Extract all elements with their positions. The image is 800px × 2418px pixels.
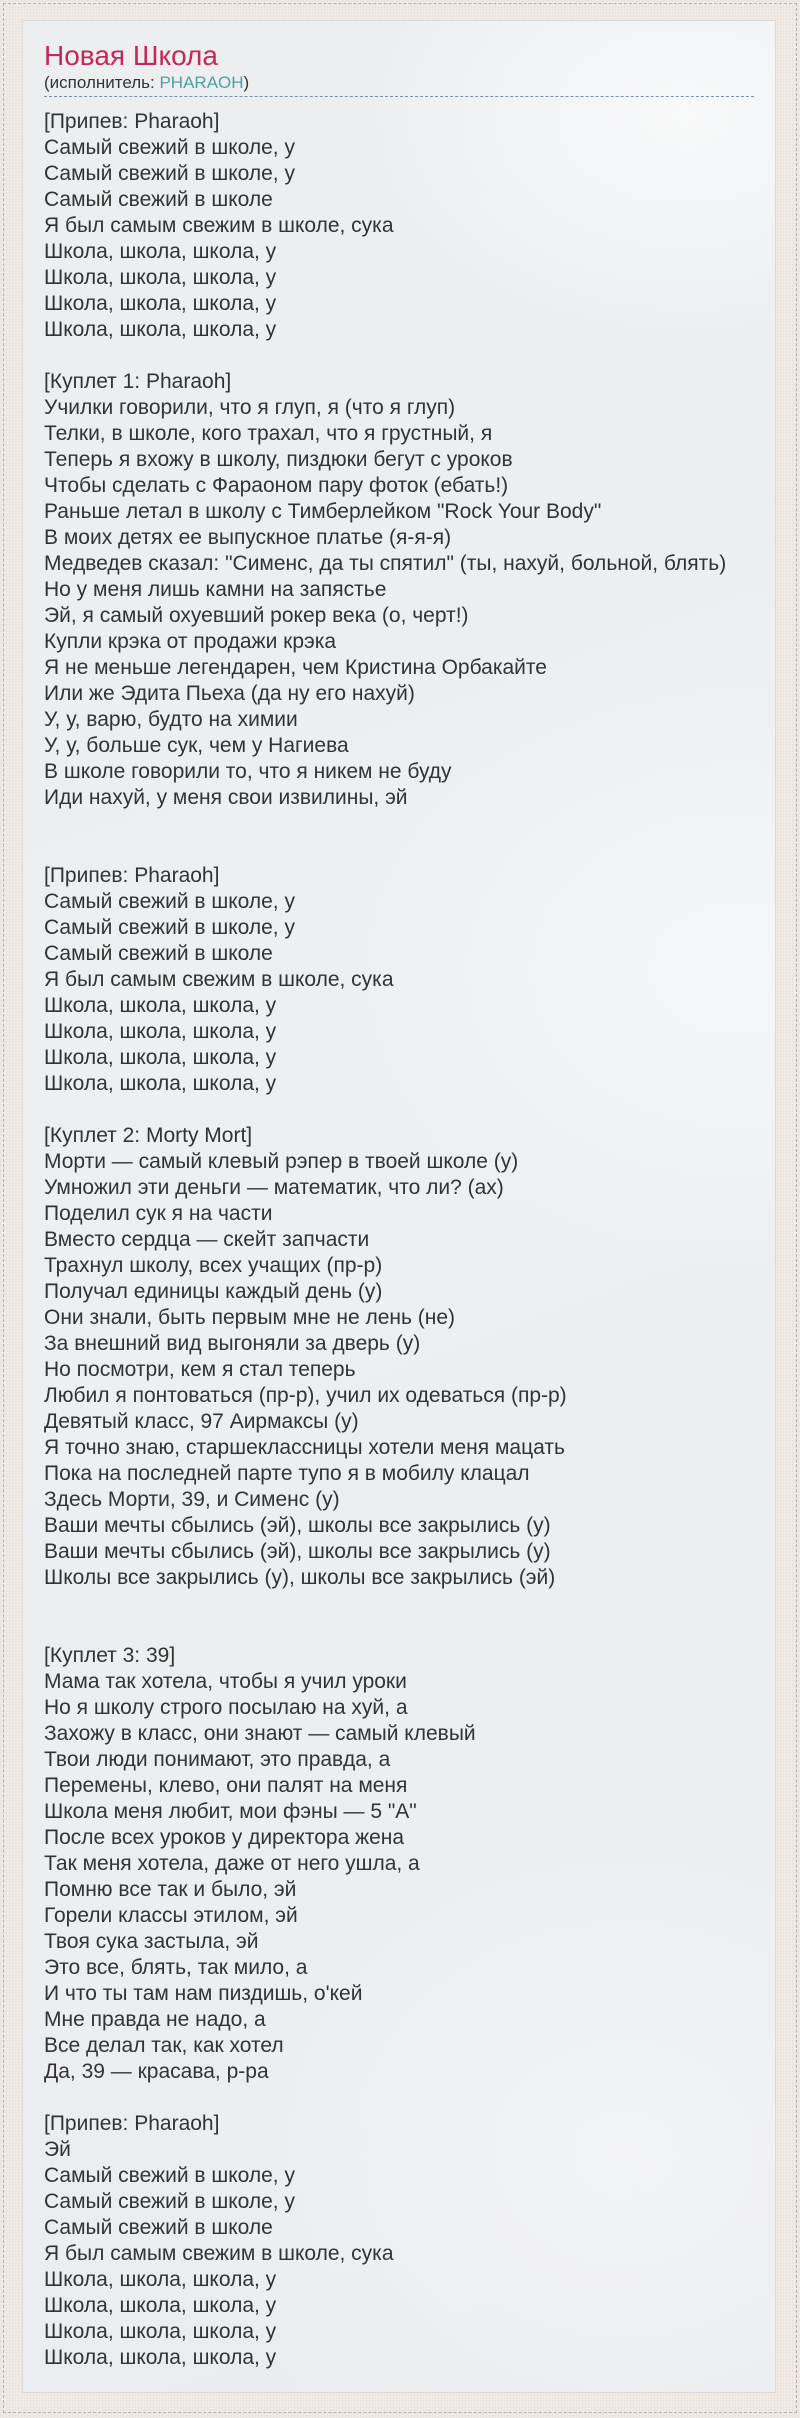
lyric-line: Я точно знаю, старшеклассницы хотели меня мацать [44,1436,565,1459]
lyric-line: Но я школу строго посылаю на хуй, а [44,1696,408,1719]
lyric-line: Морти — самый клевый рэпер в твоей школе (у) [44,1150,519,1173]
lyric-line: Школа, школа, школа, у [44,1072,277,1095]
lyric-line: Школа, школа, школа, у [44,2346,277,2369]
lyric-line: Самый свежий в школе [44,2216,273,2239]
lyric-line [44,1591,754,1617]
lyric-line [44,1097,754,1123]
lyric-line: За внешний вид выгоняли за дверь (у) [44,1332,421,1355]
lyric-line: Самый свежий в школе, у [44,2190,295,2213]
lyric-line: Здесь Морти, 39, и Сименс (у) [44,1488,340,1511]
artist-suffix: ) [243,73,250,92]
lyric-line: Чтобы сделать с Фараоном пару фоток (ебать!) [44,474,509,497]
artist-line [44,73,754,97]
lyric-line: Девятый класс, 97 Аирмаксы (у) [44,1410,359,1433]
lyric-line: Телки, в школе, кого трахал, что я грустный, я [44,422,493,445]
lyric-line: Так меня хотела, даже от него ушла, а [44,1852,420,1875]
lyric-line: Школа, школа, школа, у [44,318,277,341]
lyric-line: Училки говорили, что я глуп, я (что я глуп) [44,396,456,419]
lyric-line [44,1617,754,1643]
lyric-line: Горели классы этилом, эй [44,1904,298,1927]
lyric-line: Они знали, быть первым мне не лень (не) [44,1306,456,1329]
lyric-line: Школа, школа, школа, у [44,266,277,289]
lyric-line: Но у меня лишь камни на запястье [44,578,387,601]
lyric-line: Или же Эдита Пьеха (да ну его нахуй) [44,682,415,705]
lyric-line: После всех уроков у директора жена [44,1826,405,1849]
lyric-line: Эй [44,2138,71,2161]
lyric-line: Но посмотри, кем я стал теперь [44,1358,356,1381]
lyric-line: Я был самым свежим в школе, сука [44,968,394,991]
lyric-line: Эй, я самый охуевший рокер века (о, черт!) [44,604,469,627]
lyric-line: Все делал так, как хотел [44,2034,284,2057]
lyric-line: Школа меня любит, мои фэны — 5 "А" [44,1800,417,1823]
lyric-line: У, у, больше сук, чем у Нагиева [44,734,349,757]
lyric-line: Иди нахуй, у меня свои извилины, эй [44,786,408,809]
lyric-line: Школа, школа, школа, у [44,2268,277,2291]
lyric-line: Школа, школа, школа, у [44,240,277,263]
lyric-line: Твои люди понимают, это правда, а [44,1748,391,1771]
lyric-line: [Припев: Pharaoh] [44,864,220,887]
lyric-line: Купли крэка от продажи крэка [44,630,337,653]
lyric-line: Поделил сук я на части [44,1202,273,1225]
lyric-line: [Куплет 2: Morty Mort] [44,1124,253,1147]
lyric-line [44,2085,754,2111]
lyric-line: Школа, школа, школа, у [44,1046,277,1069]
lyric-line: Самый свежий в школе, у [44,916,295,939]
lyrics-text [44,109,754,2371]
lyric-line: В школе говорили то, что я никем не буду [44,760,452,783]
lyric-line: [Куплет 3: 39] [44,1644,176,1667]
lyric-line: Да, 39 — красава, р-ра [44,2060,269,2083]
lyric-line: Твоя сука застыла, эй [44,1930,259,1953]
artist-label: (исполнитель: [44,73,160,92]
lyric-line: Самый свежий в школе [44,188,273,211]
lyric-line: Школа, школа, школа, у [44,2320,277,2343]
lyric-line: Это все, блять, так мило, а [44,1956,308,1979]
lyric-line [44,343,754,369]
lyric-line: Самый свежий в школе, у [44,890,295,913]
lyric-line: Раньше летал в школу с Тимберлейком "Rock Your Body" [44,500,602,523]
lyric-line: Школа, школа, школа, у [44,1020,277,1043]
lyric-line: Школа, школа, школа, у [44,994,277,1017]
lyric-line: [Припев: Pharaoh] [44,110,220,133]
lyric-line [44,837,754,863]
lyric-line: Самый свежий в школе, у [44,2164,295,2187]
lyric-line: У, у, варю, будто на химии [44,708,298,731]
page-title: Новая Школа [44,40,218,71]
lyric-line: Вместо сердца — скейт запчасти [44,1228,370,1251]
lyric-line: Самый свежий в школе, у [44,136,295,159]
lyric-line: Мне правда не надо, а [44,2008,266,2031]
lyric-line: Ваши мечты сбылись (эй), школы все закрылись (у) [44,1514,551,1537]
lyric-line: Перемены, клево, они палят на меня [44,1774,408,1797]
artist-link[interactable]: PHARAOH [159,73,244,92]
lyric-line [44,811,754,837]
lyric-line: Трахнул школу, всех учащих (пр-р) [44,1254,383,1277]
lyrics-card-content [23,21,775,2371]
lyric-line: Школы все закрылись (у), школы все закрылись (эй) [44,1566,556,1589]
lyric-line: И что ты там нам пиздишь, о'кей [44,1982,363,2005]
lyric-line: Ваши мечты сбылись (эй), школы все закрылись (у) [44,1540,551,1563]
lyric-line: Захожу в класс, они знают — самый клевый [44,1722,476,1745]
lyric-line: Помню все так и было, эй [44,1878,297,1901]
lyric-line: [Куплет 1: Pharaoh] [44,370,232,393]
lyric-line: В моих детях ее выпускное платье (я-я-я) [44,526,452,549]
lyric-line: Я не меньше легендарен, чем Кристина Орбакайте [44,656,547,679]
lyrics-card [22,20,776,2393]
lyric-line: Самый свежий в школе, у [44,162,295,185]
lyric-line: Медведев сказал: "Сименс, да ты спятил" (ты, нахуй, больной, блять) [44,552,727,575]
lyric-line: Умножил эти деньги — математик, что ли? (ах) [44,1176,504,1199]
lyric-line: [Припев: Pharaoh] [44,2112,220,2135]
lyric-line: Мама так хотела, чтобы я учил уроки [44,1670,407,1693]
lyric-line: Любил я понтоваться (пр-р), учил их одеваться (пр-р) [44,1384,567,1407]
lyric-line: Я был самым свежим в школе, сука [44,214,394,237]
lyric-line: Я был самым свежим в школе, сука [44,2242,394,2265]
lyric-line: Получал единицы каждый день (у) [44,1280,383,1303]
lyric-line: Школа, школа, школа, у [44,2294,277,2317]
lyric-line: Самый свежий в школе [44,942,273,965]
lyric-line: Теперь я вхожу в школу, пиздюки бегут с уроков [44,448,513,471]
lyric-line: Пока на последней парте тупо я в мобилу клацал [44,1462,530,1485]
lyric-line: Школа, школа, школа, у [44,292,277,315]
